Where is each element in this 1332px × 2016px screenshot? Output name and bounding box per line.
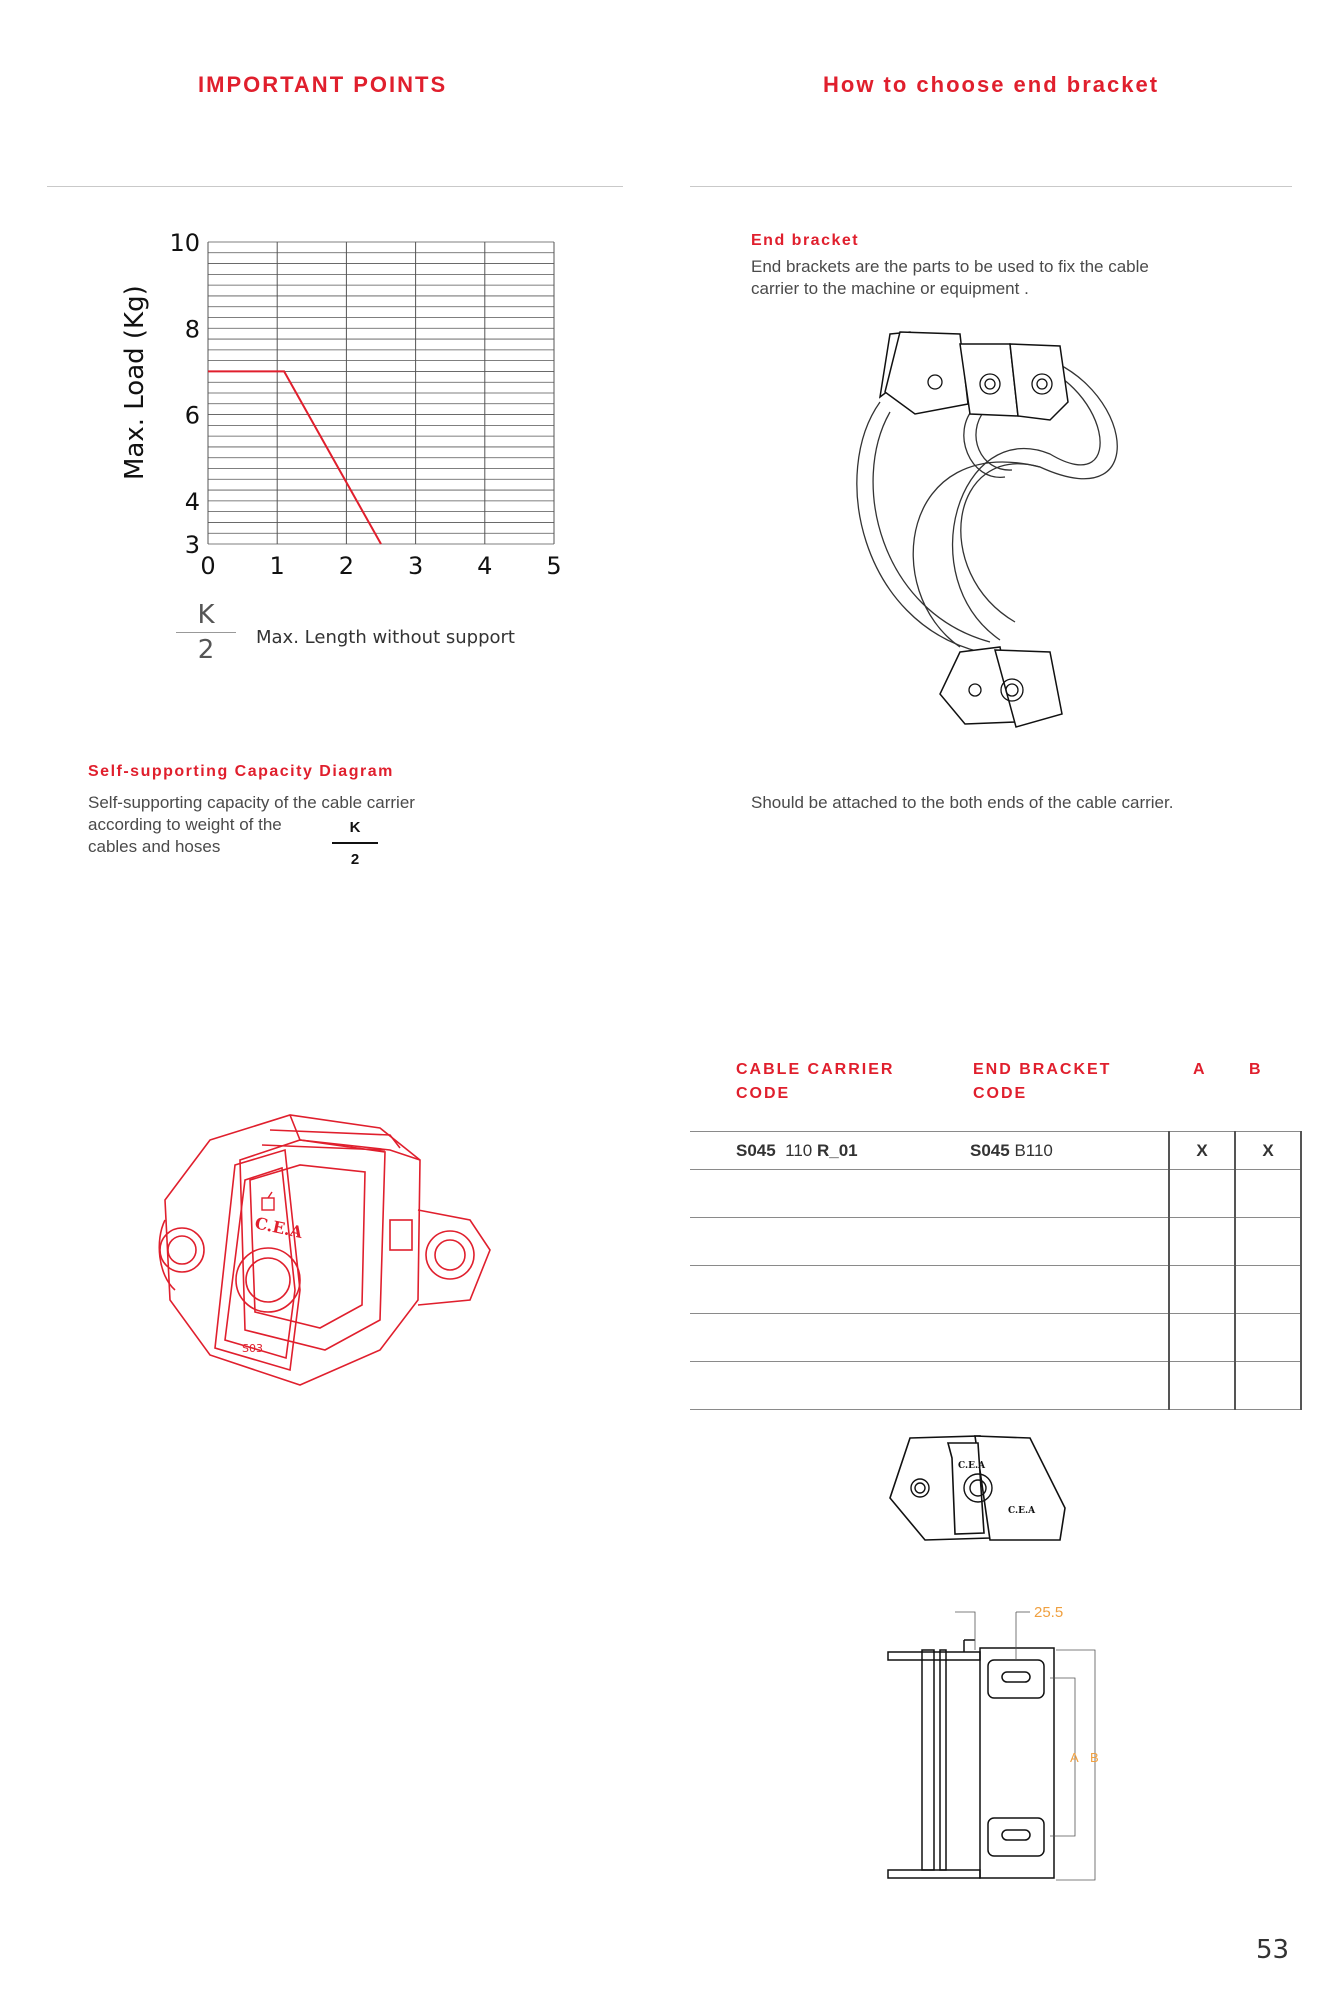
- code-table: [690, 1131, 1302, 1410]
- desc-line-3: cables and hoses: [88, 837, 221, 856]
- carrier-code-suffix: R_01: [817, 1140, 858, 1160]
- link-brand-text: C.E.A: [253, 1213, 305, 1242]
- dimension-b-label: B: [1090, 1750, 1099, 1765]
- right-divider: [690, 186, 1292, 187]
- a-value-cell: X: [1169, 1132, 1235, 1170]
- k2-fraction: [332, 818, 378, 870]
- end-bracket-desc: [751, 256, 1231, 300]
- fraction-denominator: 2: [350, 851, 360, 868]
- end-bracket-title: End bracket: [751, 232, 860, 249]
- table-row: [690, 1170, 1301, 1218]
- dimension-a-label: A: [1070, 1750, 1079, 1765]
- cable-carrier-chain-drawing: [840, 322, 1160, 742]
- x-tick-label: 1: [269, 552, 285, 580]
- legend-text: Max. Length without support: [256, 627, 515, 648]
- y-tick-label: 4: [184, 487, 200, 516]
- chart-ticks: [169, 229, 561, 580]
- page-number: 53: [1256, 1935, 1290, 1965]
- b-value-cell: X: [1235, 1132, 1301, 1170]
- end-bracket-desc-line-1: End brackets are the parts to be used to fix the cable: [751, 257, 1149, 276]
- fraction-bar: [332, 842, 378, 844]
- fraction-numerator: K: [349, 819, 361, 836]
- end-bracket-dimension-drawing: [880, 1590, 1140, 1900]
- bracket-brand-text-1: C.E.A: [958, 1461, 986, 1471]
- capacity-chart: [110, 220, 580, 580]
- end-bracket-side-drawing: [880, 1428, 1080, 1548]
- legend-numerator: K: [197, 600, 215, 630]
- y-tick-label: 10: [169, 229, 200, 257]
- left-divider: [47, 186, 623, 187]
- col-header-a: A: [1193, 1061, 1207, 1078]
- desc-line-2: according to weight of the: [88, 815, 282, 834]
- carrier-code-cell: [690, 1132, 970, 1170]
- table-row: [690, 1132, 1301, 1170]
- x-tick-label: 5: [546, 552, 562, 580]
- self-supporting-desc: [88, 792, 488, 858]
- cable-carrier-link-drawing: [150, 1100, 530, 1400]
- table-row: [690, 1362, 1301, 1410]
- attach-note: Should be attached to the both ends of the cable carrier.: [751, 793, 1174, 812]
- bracket-code-cell: [970, 1132, 1169, 1170]
- legend-denominator: 2: [197, 635, 215, 665]
- col-header-bracket-code: [973, 1058, 1111, 1106]
- end-bracket-desc-line-2: carrier to the machine or equipment .: [751, 279, 1029, 298]
- desc-line-1: Self-supporting capacity of the cable carrier: [88, 793, 415, 812]
- k2-legend: [176, 600, 236, 665]
- carrier-code-bold: S045: [736, 1140, 776, 1160]
- important-points-heading: IMPORTANT POINTS: [198, 72, 448, 97]
- col-header-carrier-code: [736, 1058, 894, 1106]
- self-supporting-title: Self-supporting Capacity Diagram: [88, 763, 394, 780]
- col-header-bracket-line2: CODE: [973, 1085, 1028, 1102]
- col-header-carrier-line2: CODE: [736, 1085, 791, 1102]
- bracket-code-rest: B110: [1014, 1140, 1053, 1160]
- y-tick-label: 3: [184, 531, 200, 559]
- chart-grid: [208, 242, 554, 544]
- table-row: [690, 1266, 1301, 1314]
- x-tick-label: 0: [200, 552, 216, 580]
- dimension-25-5: 25.5: [1034, 1604, 1064, 1621]
- table-row: [690, 1218, 1301, 1266]
- x-tick-label: 3: [407, 552, 424, 580]
- col-header-b: B: [1249, 1061, 1263, 1078]
- y-tick-label: 6: [184, 401, 200, 430]
- carrier-code-mid: 110: [785, 1140, 813, 1160]
- link-part-code: S03: [242, 1342, 263, 1355]
- legend-fraction-bar: [176, 632, 236, 633]
- col-header-bracket-line1: END BRACKET: [973, 1061, 1112, 1078]
- cea-logo-icon: [262, 1192, 274, 1210]
- y-axis-label: Max. Load (Kg): [120, 285, 150, 480]
- end-bracket-heading: How to choose end bracket: [823, 72, 1160, 97]
- bracket-code-bold: S045: [970, 1140, 1010, 1160]
- bracket-brand-text-2: C.E.A: [1008, 1506, 1036, 1516]
- col-header-carrier-line1: CABLE CARRIER: [736, 1061, 895, 1078]
- y-tick-label: 8: [184, 315, 200, 344]
- x-tick-label: 2: [338, 552, 355, 580]
- x-tick-label: 4: [477, 552, 493, 580]
- table-row: [690, 1314, 1301, 1362]
